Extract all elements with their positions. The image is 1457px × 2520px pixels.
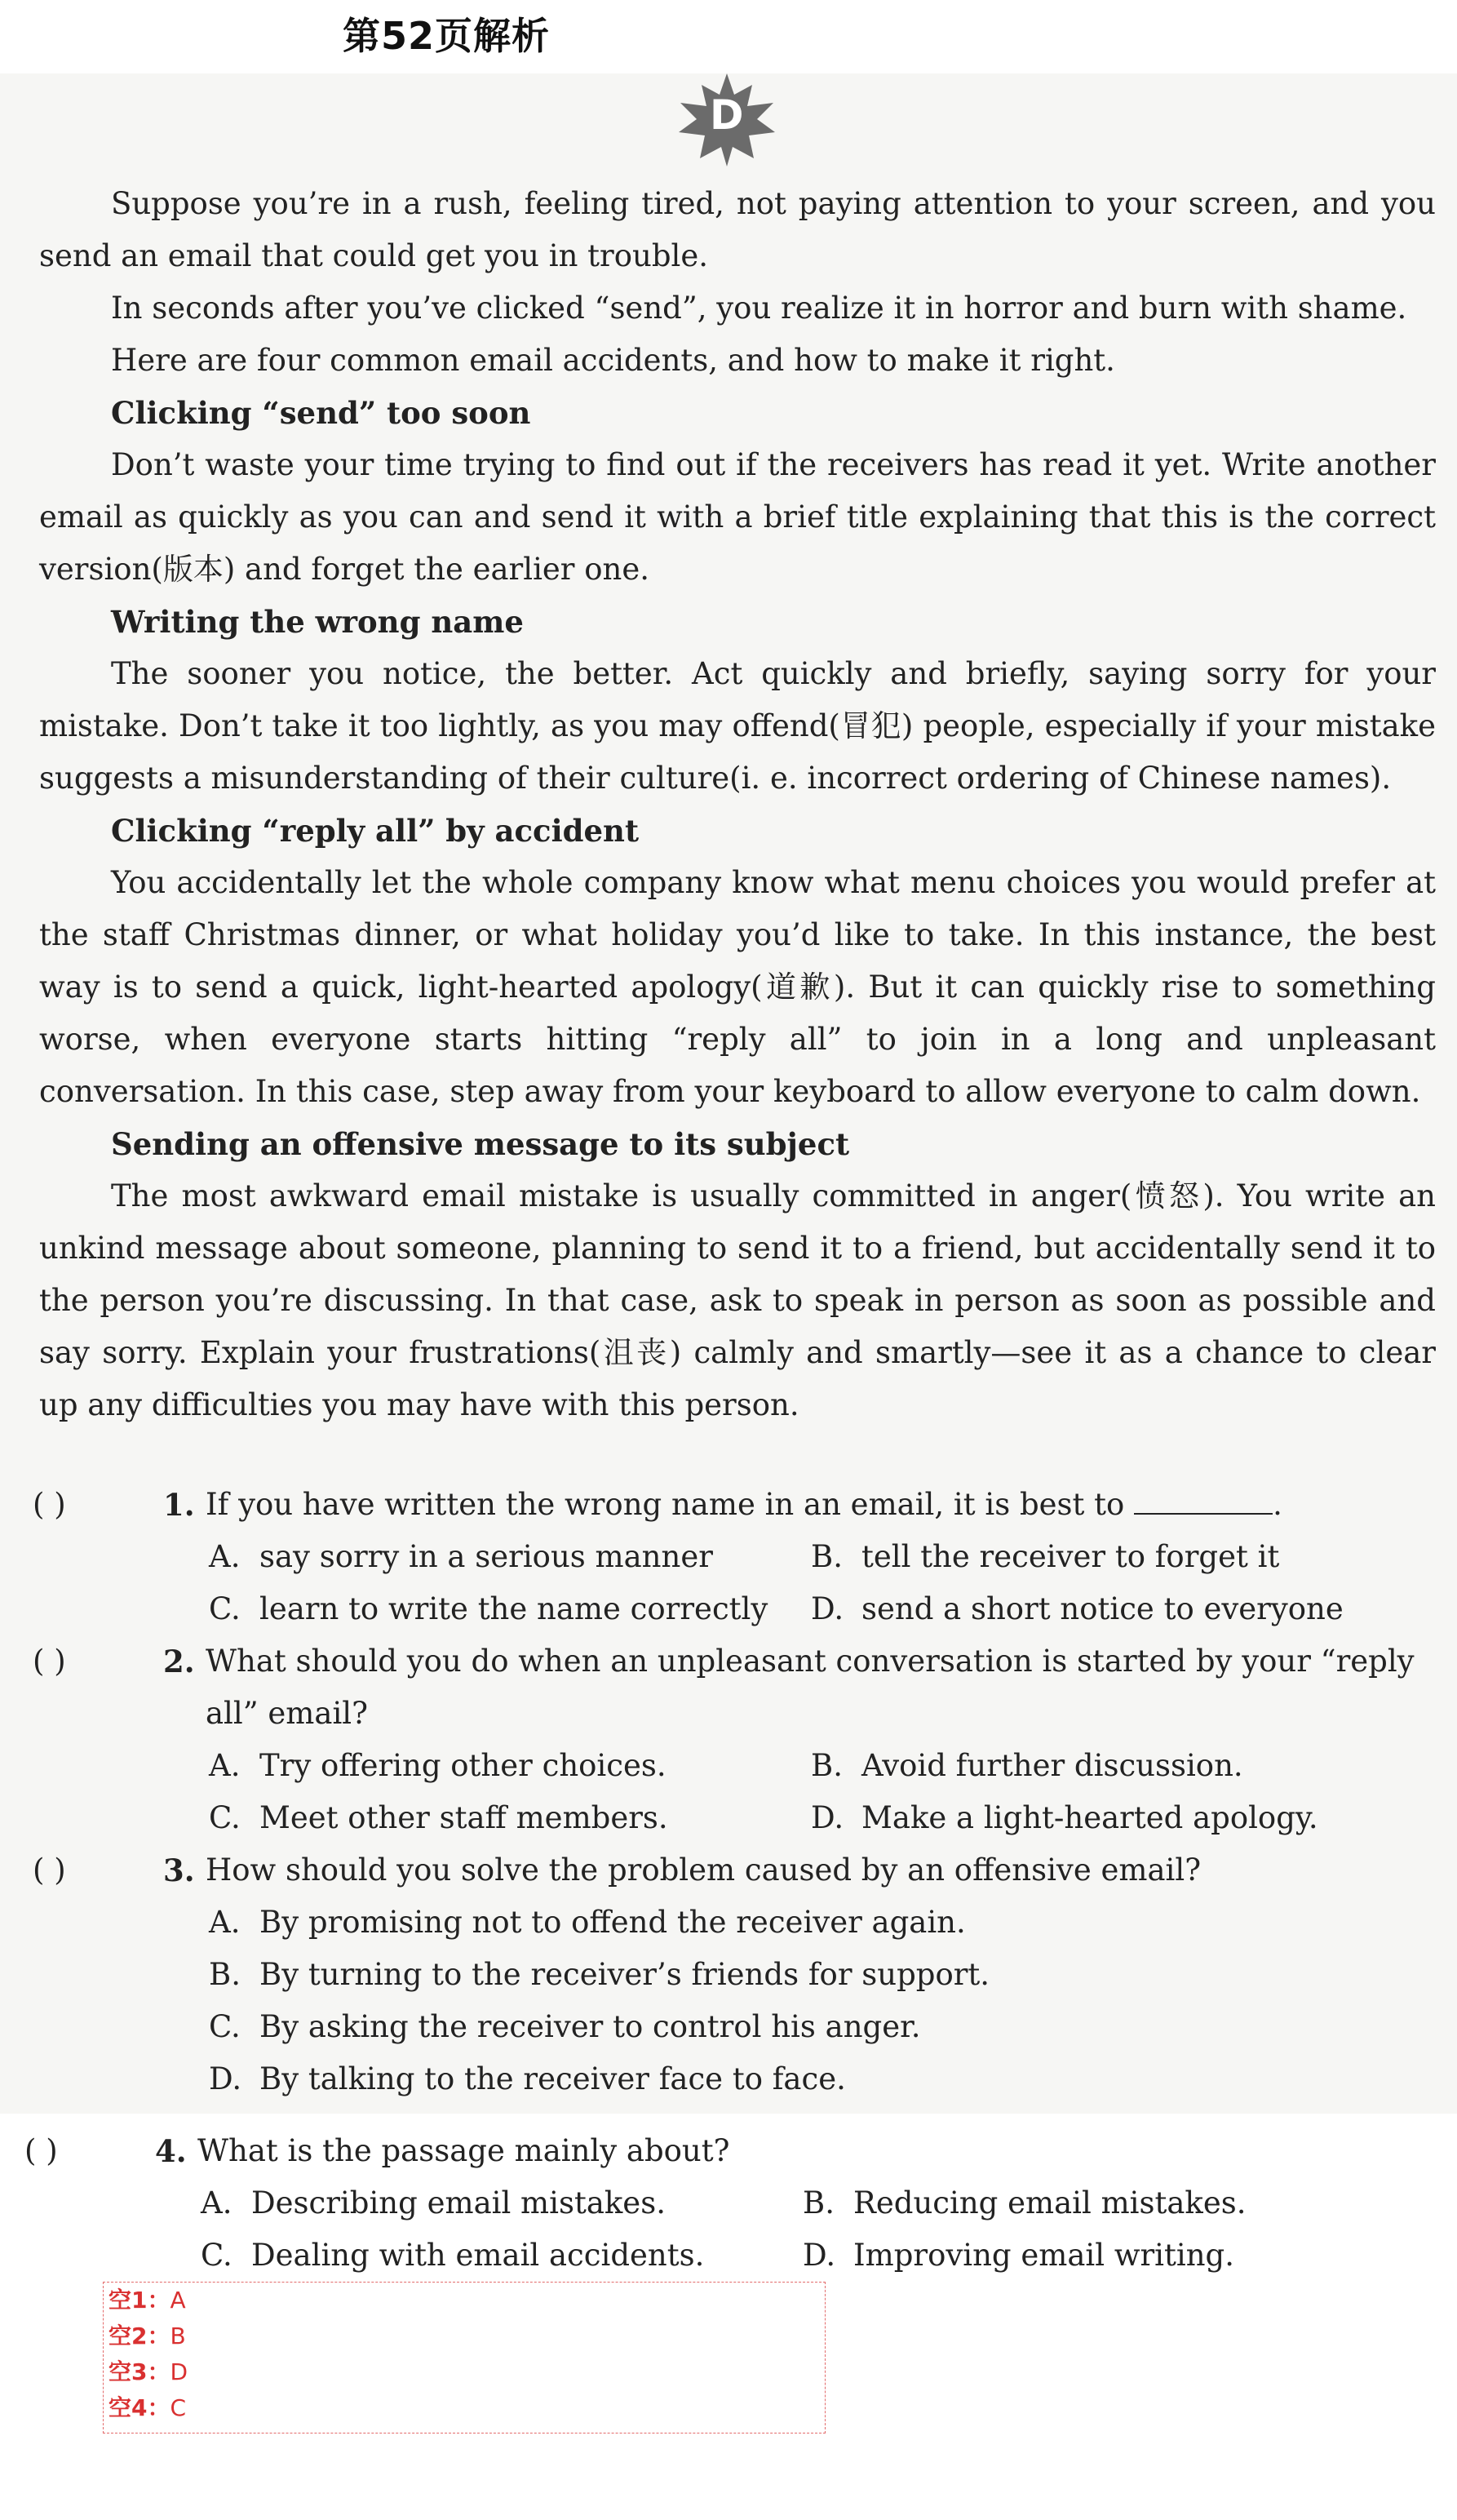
question-2: [33, 1635, 1444, 1844]
page-title: 第52页解析: [343, 14, 551, 58]
option-c[interactable]: [209, 1792, 668, 1844]
option-c[interactable]: [209, 1583, 768, 1635]
question-4: [24, 2125, 1436, 2282]
option-b[interactable]: [209, 1949, 990, 2001]
option-text: Improving email writing.: [853, 2238, 1234, 2273]
answer-bracket[interactable]: ( ): [24, 2133, 58, 2168]
option-d[interactable]: [811, 1583, 1344, 1635]
question-stem: What is the passage mainly about?: [197, 2133, 730, 2168]
option-letter: A.: [201, 2185, 232, 2221]
question-number: 1.: [163, 1487, 195, 1523]
answer-label: 空3：: [108, 2358, 170, 2385]
paragraph: Suppose you’re in a rush, feeling tired, not paying attention to your screen, and you send an email that could get you in trouble.: [39, 186, 1436, 273]
option-letter: A.: [209, 1905, 241, 1940]
option-letter: A.: [209, 1748, 241, 1783]
answer-row: [104, 2390, 825, 2426]
option-a[interactable]: [209, 1740, 666, 1792]
question-number: 4.: [155, 2133, 187, 2169]
reading-passage: [39, 178, 1436, 1431]
question-number: 2.: [163, 1644, 195, 1679]
option-b[interactable]: [803, 2177, 1246, 2229]
option-text: Try offering other choices.: [259, 1748, 666, 1783]
option-letter: D.: [811, 1800, 844, 1835]
options: [209, 1531, 1444, 1635]
option-letter: B.: [811, 1539, 843, 1574]
answer-value: B: [170, 2323, 186, 2349]
option-letter: D.: [811, 1591, 844, 1626]
answer-value: C: [170, 2394, 187, 2421]
answer-value: D: [170, 2358, 188, 2385]
option-text: Reducing email mistakes.: [853, 2185, 1247, 2221]
option-b[interactable]: [811, 1531, 1279, 1583]
option-letter: C.: [209, 2009, 241, 2044]
option-text: send a short notice to everyone: [861, 1591, 1344, 1626]
option-text: Dealing with email accidents.: [251, 2238, 705, 2273]
question-number: 3.: [163, 1852, 195, 1888]
option-text: By promising not to offend the receiver again.: [259, 1905, 966, 1940]
answer-row: [104, 2354, 825, 2390]
option-text: Describing email mistakes.: [251, 2185, 666, 2221]
option-letter: C.: [209, 1800, 241, 1835]
option-text: Avoid further discussion.: [861, 1748, 1243, 1783]
option-letter: B.: [209, 1957, 241, 1992]
option-letter: A.: [209, 1539, 241, 1574]
question-stem: [206, 1479, 1444, 1531]
paragraph: The most awkward email mistake is usually committed in anger(愤怒). You write an unkind message about someone, planning to send it to a friend, but accidentally send it to the person you’re discussing. In that case, ask to speak in person as soon as possible and say sorry. Explain your frustrations(沮丧) calmly and smartly—see it as a chance to clear up any difficulties you may have with this person.: [39, 1178, 1436, 1422]
option-d[interactable]: [803, 2229, 1234, 2282]
option-letter: D.: [803, 2238, 836, 2273]
options: [209, 1897, 1444, 2105]
answer-key: [103, 2282, 826, 2433]
passage-letter: D: [710, 91, 744, 139]
options: [201, 2177, 1436, 2282]
option-a[interactable]: [201, 2177, 666, 2229]
answer-label: 空2：: [108, 2323, 170, 2349]
paragraph: Don’t waste your time trying to find out if the receivers has read it yet. Write another email as quickly as you can and send it with a brief title explaining that this is the correct version(版本) and forget the earlier one.: [39, 447, 1436, 587]
paragraph: The sooner you notice, the better. Act quickly and briefly, saying sorry for your mistake. Don’t take it too lightly, as you may offend(冒犯) people, especially if your mistake suggests a misunderstanding of their culture(i. e. incorrect ordering of Chinese names).: [39, 656, 1436, 796]
option-letter: B.: [811, 1748, 843, 1783]
question-1: [33, 1479, 1444, 1635]
answer-label: 空4：: [108, 2394, 170, 2421]
option-c[interactable]: [201, 2229, 704, 2282]
section-heading: Clicking “reply all” by accident: [111, 813, 640, 849]
option-letter: C.: [201, 2238, 232, 2273]
option-text: Make a light-hearted apology.: [861, 1800, 1318, 1835]
paragraph: You accidentally let the whole company know what menu choices you would prefer at the staff Christmas dinner, or what holiday you’d like to take. In this instance, the best way is to send a quick, light-hearted apology(道歉). But it can quickly rise to something worse, when everyone starts hitting “reply all” to join in a long and unpleasant conversation. In this case, step away from your keyboard to allow everyone to calm down.: [39, 865, 1436, 1109]
option-c[interactable]: [209, 2001, 921, 2053]
section-heading: Sending an offensive message to its subject: [111, 1126, 850, 1162]
answer-bracket[interactable]: ( ): [33, 1852, 66, 1888]
answer-blank[interactable]: [1134, 1480, 1273, 1515]
option-d[interactable]: [811, 1792, 1318, 1844]
answer-value: A: [170, 2287, 186, 2314]
answer-row: [104, 2283, 825, 2318]
answer-label: 空1：: [108, 2287, 170, 2314]
option-letter: C.: [209, 1591, 241, 1626]
paragraph: Here are four common email accidents, and how to make it right.: [111, 343, 1115, 378]
options: [209, 1740, 1444, 1844]
question-3: [33, 1844, 1444, 2105]
stem-text: If you have written the wrong name in an email, it is best to: [206, 1487, 1125, 1522]
option-text: Meet other staff members.: [259, 1800, 668, 1835]
stem-end: .: [1273, 1487, 1282, 1522]
option-a[interactable]: [209, 1897, 966, 1949]
option-letter: D.: [209, 2061, 242, 2096]
paragraph: In seconds after you’ve clicked “send”, you realize it in horror and burn with shame.: [111, 291, 1407, 326]
option-a[interactable]: [209, 1531, 713, 1583]
answer-bracket[interactable]: ( ): [33, 1644, 66, 1679]
option-text: By asking the receiver to control his anger.: [259, 2009, 921, 2044]
option-text: By talking to the receiver face to face.: [259, 2061, 846, 2096]
answer-bracket[interactable]: ( ): [33, 1487, 66, 1522]
option-letter: B.: [803, 2185, 835, 2221]
option-text: learn to write the name correctly: [259, 1591, 768, 1626]
section-heading: Clicking “send” too soon: [111, 395, 531, 431]
option-text: say sorry in a serious manner: [259, 1539, 713, 1574]
section-heading: Writing the wrong name: [111, 604, 524, 640]
question-stem: What should you do when an unpleasant conversation is started by your “reply all” email?: [206, 1644, 1415, 1731]
option-text: By turning to the receiver’s friends for support.: [259, 1957, 990, 1992]
option-text: tell the receiver to forget it: [861, 1539, 1280, 1574]
option-d[interactable]: [209, 2053, 846, 2105]
option-b[interactable]: [811, 1740, 1243, 1792]
answer-row: [104, 2318, 825, 2354]
question-stem: How should you solve the problem caused by an offensive email?: [206, 1852, 1202, 1888]
